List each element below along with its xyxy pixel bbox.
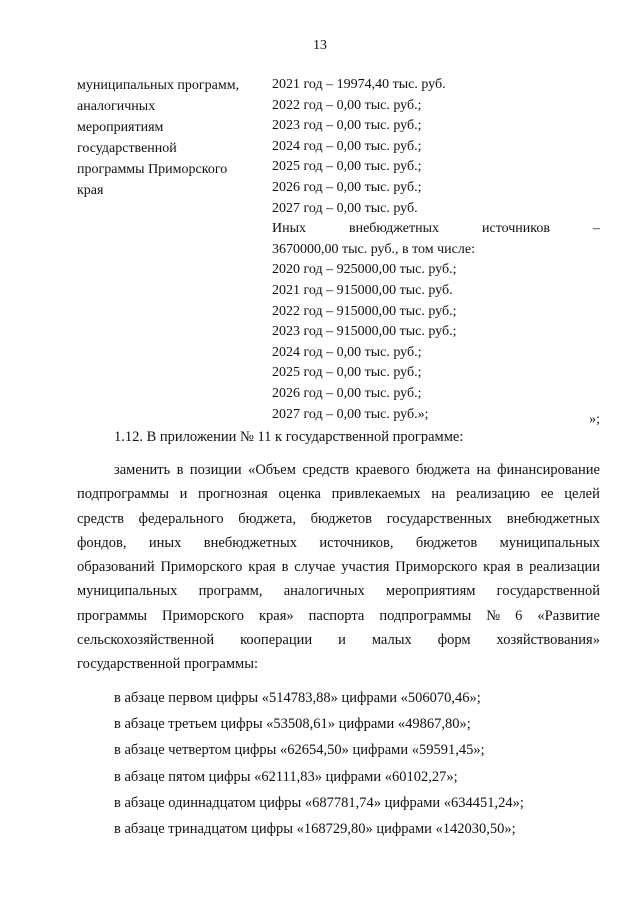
table-left-column <box>77 75 257 201</box>
word: реализации <box>529 559 600 576</box>
word: бюджетов <box>310 510 373 527</box>
word: на <box>476 462 491 478</box>
word: подпрограммы <box>77 486 169 503</box>
paragraph-line <box>77 531 600 555</box>
funding-line: 2027 год – 0,00 тыс. руб.»; <box>272 406 429 422</box>
funding-line: 2020 год – 925000,00 тыс. руб.; <box>272 262 457 278</box>
word: программы <box>77 607 147 624</box>
word: государственной <box>496 583 600 600</box>
change-item: в абзаце одиннадцатом цифры «687781,74» цифрами «634451,24»; <box>114 794 524 811</box>
word: и <box>338 632 346 649</box>
word: средств <box>302 462 350 478</box>
paragraph-line: государственной программы: <box>77 656 258 673</box>
funding-line: 2025 год – 0,00 тыс. руб.; <box>272 365 422 381</box>
left-line: государственной <box>77 141 177 156</box>
word: подпрограммы <box>379 607 472 624</box>
funding-line: 2023 год – 0,00 тыс. руб.; <box>272 118 422 134</box>
word: форм <box>437 632 471 649</box>
word: кооперации <box>240 632 313 649</box>
word: 6 <box>515 607 523 624</box>
body-paragraph <box>77 458 600 677</box>
word: в <box>516 559 524 576</box>
word: бюджета, <box>238 510 296 527</box>
word: и <box>179 486 188 503</box>
word: государственных <box>386 510 493 527</box>
word: финансирование <box>497 462 600 478</box>
paragraph-line <box>77 628 600 652</box>
word: малых <box>371 632 412 649</box>
word: источников <box>481 221 550 237</box>
word: мероприятиям <box>385 583 476 600</box>
other-sources-line <box>272 219 600 240</box>
left-line: муниципальных программ, <box>77 78 240 93</box>
word: краевого <box>355 462 410 478</box>
change-item: в абзаце первом цифры «514783,88» цифрами «506070,46»; <box>114 690 481 706</box>
word: края» <box>259 607 294 624</box>
word: источников, <box>319 534 394 551</box>
paragraph-line <box>77 579 600 603</box>
word: внебюджетных <box>506 510 600 527</box>
word: в <box>176 462 184 478</box>
funding-line: 2024 год – 0,00 тыс. руб.; <box>272 138 422 154</box>
word: на <box>431 486 446 503</box>
word: Приморского <box>162 607 244 624</box>
word: Приморского <box>160 559 243 576</box>
change-list <box>114 685 524 842</box>
word: внебюджетных <box>348 221 440 237</box>
word: федерального <box>138 510 224 527</box>
word: в <box>281 559 289 576</box>
paragraph-line <box>77 555 600 579</box>
funding-line: 2021 год – 915000,00 тыс. руб. <box>272 282 453 298</box>
word: – <box>592 221 600 237</box>
word: программ, <box>198 583 263 600</box>
word: «Объем <box>248 462 296 478</box>
funding-line: 2027 год – 0,00 тыс. руб. <box>272 200 418 216</box>
table-closing-mark: »; <box>589 412 600 427</box>
word: края <box>483 559 511 576</box>
word: муниципальных <box>77 583 178 600</box>
change-item: в абзаце пятом цифры «62111,83» цифрами «60102,27»; <box>114 768 458 785</box>
left-line: края <box>77 183 104 198</box>
word: иных <box>148 534 182 551</box>
word: оценка <box>278 486 321 503</box>
word: паспорта <box>308 607 365 624</box>
funding-line: 2021 год – 19974,40 тыс. руб. <box>272 77 446 92</box>
word: Иных <box>272 221 307 237</box>
word: внебюджетных <box>203 534 298 551</box>
change-item: в абзаце четвертом цифры «62654,50» цифрами «59591,45»; <box>114 742 485 759</box>
page-number: 13 <box>313 38 327 53</box>
word: образований <box>77 559 155 576</box>
word: позиции <box>189 462 242 478</box>
left-line: аналогичных <box>77 99 156 114</box>
funding-line: 3670000,00 тыс. руб., в том числе: <box>272 241 475 257</box>
change-item: в абзаце тринадцатом цифры «168729,80» цифрами «142030,50»; <box>114 820 516 837</box>
funding-line: 2026 год – 0,00 тыс. руб.; <box>272 385 422 401</box>
paragraph-line <box>77 458 600 482</box>
word: реализацию <box>456 486 531 503</box>
funding-line: 2026 год – 0,00 тыс. руб.; <box>272 179 422 195</box>
word: случае <box>294 559 336 576</box>
word: сельскохозяйственной <box>77 632 215 649</box>
word: края <box>248 559 276 576</box>
word: ее <box>540 486 554 503</box>
word: фондов, <box>77 534 127 551</box>
funding-line: 2022 год – 0,00 тыс. руб.; <box>272 97 422 113</box>
funding-line: 2022 год – 915000,00 тыс. руб.; <box>272 303 457 319</box>
word: прогнозная <box>198 486 268 503</box>
paragraph-line <box>77 507 600 531</box>
word: Приморского <box>395 559 478 576</box>
clause-heading: 1.12. В приложении № 11 к государственной программе: <box>114 429 464 445</box>
word: № <box>486 607 501 624</box>
left-line: программы Приморского <box>77 162 228 177</box>
word: привлекаемых <box>331 486 421 503</box>
funding-line: 2023 год – 915000,00 тыс. руб.; <box>272 324 457 340</box>
word: аналогичных <box>283 583 365 600</box>
left-line: мероприятиям <box>77 120 164 135</box>
word: бюджетов <box>415 534 478 551</box>
funding-line: 2025 год – 0,00 тыс. руб.; <box>272 159 422 175</box>
word: целей <box>564 486 600 503</box>
word: участия <box>341 559 390 576</box>
word: муниципальных <box>499 534 600 551</box>
word: «Развитие <box>537 607 600 624</box>
word: бюджета <box>416 462 471 478</box>
word: заменить <box>114 462 171 478</box>
word: средств <box>77 510 124 527</box>
change-item: в абзаце третьем цифры «53508,61» цифрами «49867,80»; <box>114 716 471 733</box>
table-right-column <box>272 75 600 425</box>
funding-line: 2024 год – 0,00 тыс. руб.; <box>272 344 422 360</box>
word: хозяйствования» <box>496 632 600 649</box>
paragraph-line <box>77 604 600 628</box>
paragraph-line <box>77 482 600 506</box>
